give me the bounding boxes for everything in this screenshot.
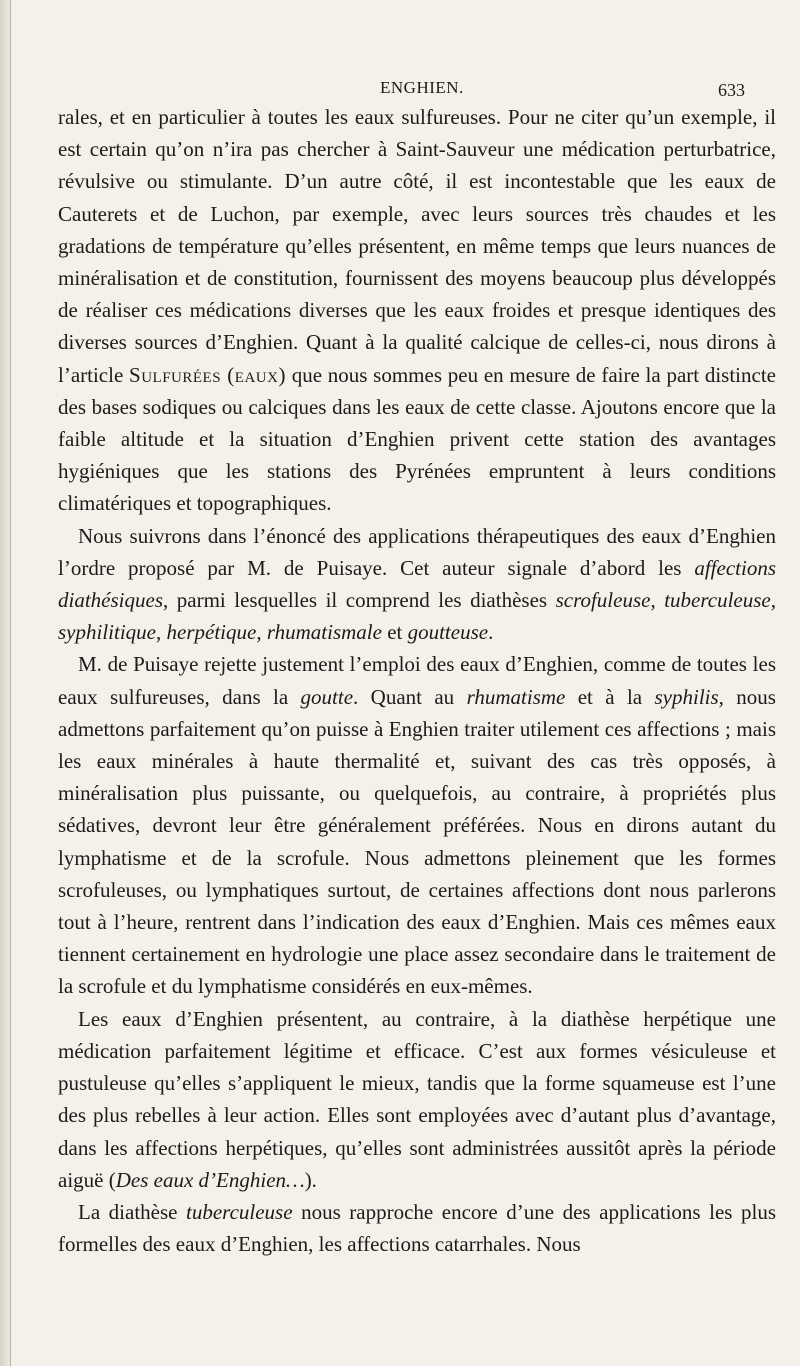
italic-term: goutte	[300, 684, 354, 709]
text-run: M. de Puisaye rejette justement l’emploi des eaux d’Enghien, comme de toutes les eaux sulfureuses, dans la	[58, 652, 776, 709]
text-run: et	[381, 620, 408, 645]
paragraph-1	[58, 101, 776, 520]
text-run: Nous suivrons dans l’énoncé des applications thérapeutiques des eaux d’Enghien l’ordre proposé par M. de Puisaye. Cet auteur signale d’abord les	[58, 523, 776, 580]
italic-term: rhumatisme	[466, 684, 566, 709]
italic-term: herpétique	[166, 620, 257, 645]
text-run: rales, et en particulier à toutes les eaux sulfureuses. Pour ne citer qu’un exemple, il est certain qu’on n’ira pas chercher à Saint-Sauveur une médication perturbatrice, révulsive ou stimulante. D’un autre côté, il est incontestable que les eaux de Cauterets et de Luchon, par exemple, avec leurs sources très chaudes et les gradations de température qu’elles présentent, en même temps que leurs nuances de minéralisation et de constitution, fournissent des moyens beaucoup plus développés de réaliser ces médications diverses que les eaux froides et presque identiques des diverses sources d’Enghien. Quant à la qualité calcique de celles-ci, nous dirons à l’article	[58, 105, 776, 387]
italic-term: affections diathésiques	[58, 555, 776, 613]
text-run: .	[488, 620, 494, 645]
italic-term: tuberculeuse	[664, 588, 771, 613]
text-run: . Quant au	[353, 684, 467, 709]
paragraph-5	[58, 1196, 776, 1260]
text-run: ,	[156, 620, 167, 645]
cross-reference: Sulfurées (eaux)	[129, 362, 286, 387]
text-run: , parmi lesquelles il comprend les diathèses	[163, 588, 556, 613]
paragraph-3	[58, 648, 776, 1002]
paragraph-4	[58, 1003, 776, 1196]
italic-citation: Des eaux d’Enghien…	[115, 1167, 305, 1192]
italic-term: goutteuse	[407, 620, 489, 645]
body-text	[58, 101, 776, 1260]
text-run: , nous admettons parfaitement qu’on puisse à Enghien traiter utilement ces affections ; mais les eaux minérales à haute thermalité et, suivant des cas très opposés, à minéralisation plus puissante, ou quelquefois, au contraire, à propriétés plus sédatives, devront leur être généralement préférées. Nous en dirons autant du lymphatisme et de la scrofule. Nous admettons pleinement que les formes scrofuleuses, ou lymphatiques surtout, de certaines affections dont nous parlerons tout à l’heure, rentrent dans l’indication des eaux d’Enghien. Mais ces mêmes eaux tiennent certainement en hydrologie une place assez secondaire dans le traitement de la scrofule et du lymphatisme considérés en eux-mêmes.	[58, 684, 776, 999]
page-number: 633	[718, 80, 745, 100]
running-header: ENGHIEN.	[380, 78, 464, 97]
text-run: ).	[304, 1167, 317, 1192]
text-run: Les eaux d’Enghien présentent, au contraire, à la diathèse herpétique une médication parfaitement légitime et efficace. C’est aux formes vésiculeuse et pustuleuse qu’elles s’appliquent le mieux, tandis que la forme squameuse est l’une des plus rebelles à leur action. Elles sont employées avec d’autant plus d’avantage, dans les affections herpétiques, qu’elles sont administrées aussitôt après la période aiguë (	[58, 1006, 776, 1192]
italic-term: syphilis	[654, 684, 719, 709]
text-run: ,	[256, 620, 267, 645]
paragraph-2	[58, 520, 776, 649]
text-run: ,	[770, 588, 776, 613]
italic-term: scrofuleuse	[555, 588, 651, 613]
page-binding-edge	[0, 0, 11, 1366]
italic-term: rhumatismale	[266, 620, 382, 645]
text-run: nous rapproche encore d’une des applications les plus formelles des eaux d’Enghien, les affections catarrhales. Nous	[58, 1199, 776, 1257]
text-run: et à la	[565, 684, 655, 709]
text-run: que nous sommes peu en mesure de faire la part distincte des bases sodiques ou calciques dans les eaux de cette classe. Ajoutons encore que la faible altitude et la situation d’Enghien privent cette station des avantages hygiéniques que les stations des Pyrénées empruntent à leurs conditions climatériques et topographiques.	[58, 362, 776, 516]
text-run: La diathèse	[78, 1199, 187, 1224]
text-run: ,	[650, 588, 665, 613]
italic-term: tuberculeuse	[186, 1199, 293, 1224]
italic-term: syphilitique	[58, 620, 156, 645]
